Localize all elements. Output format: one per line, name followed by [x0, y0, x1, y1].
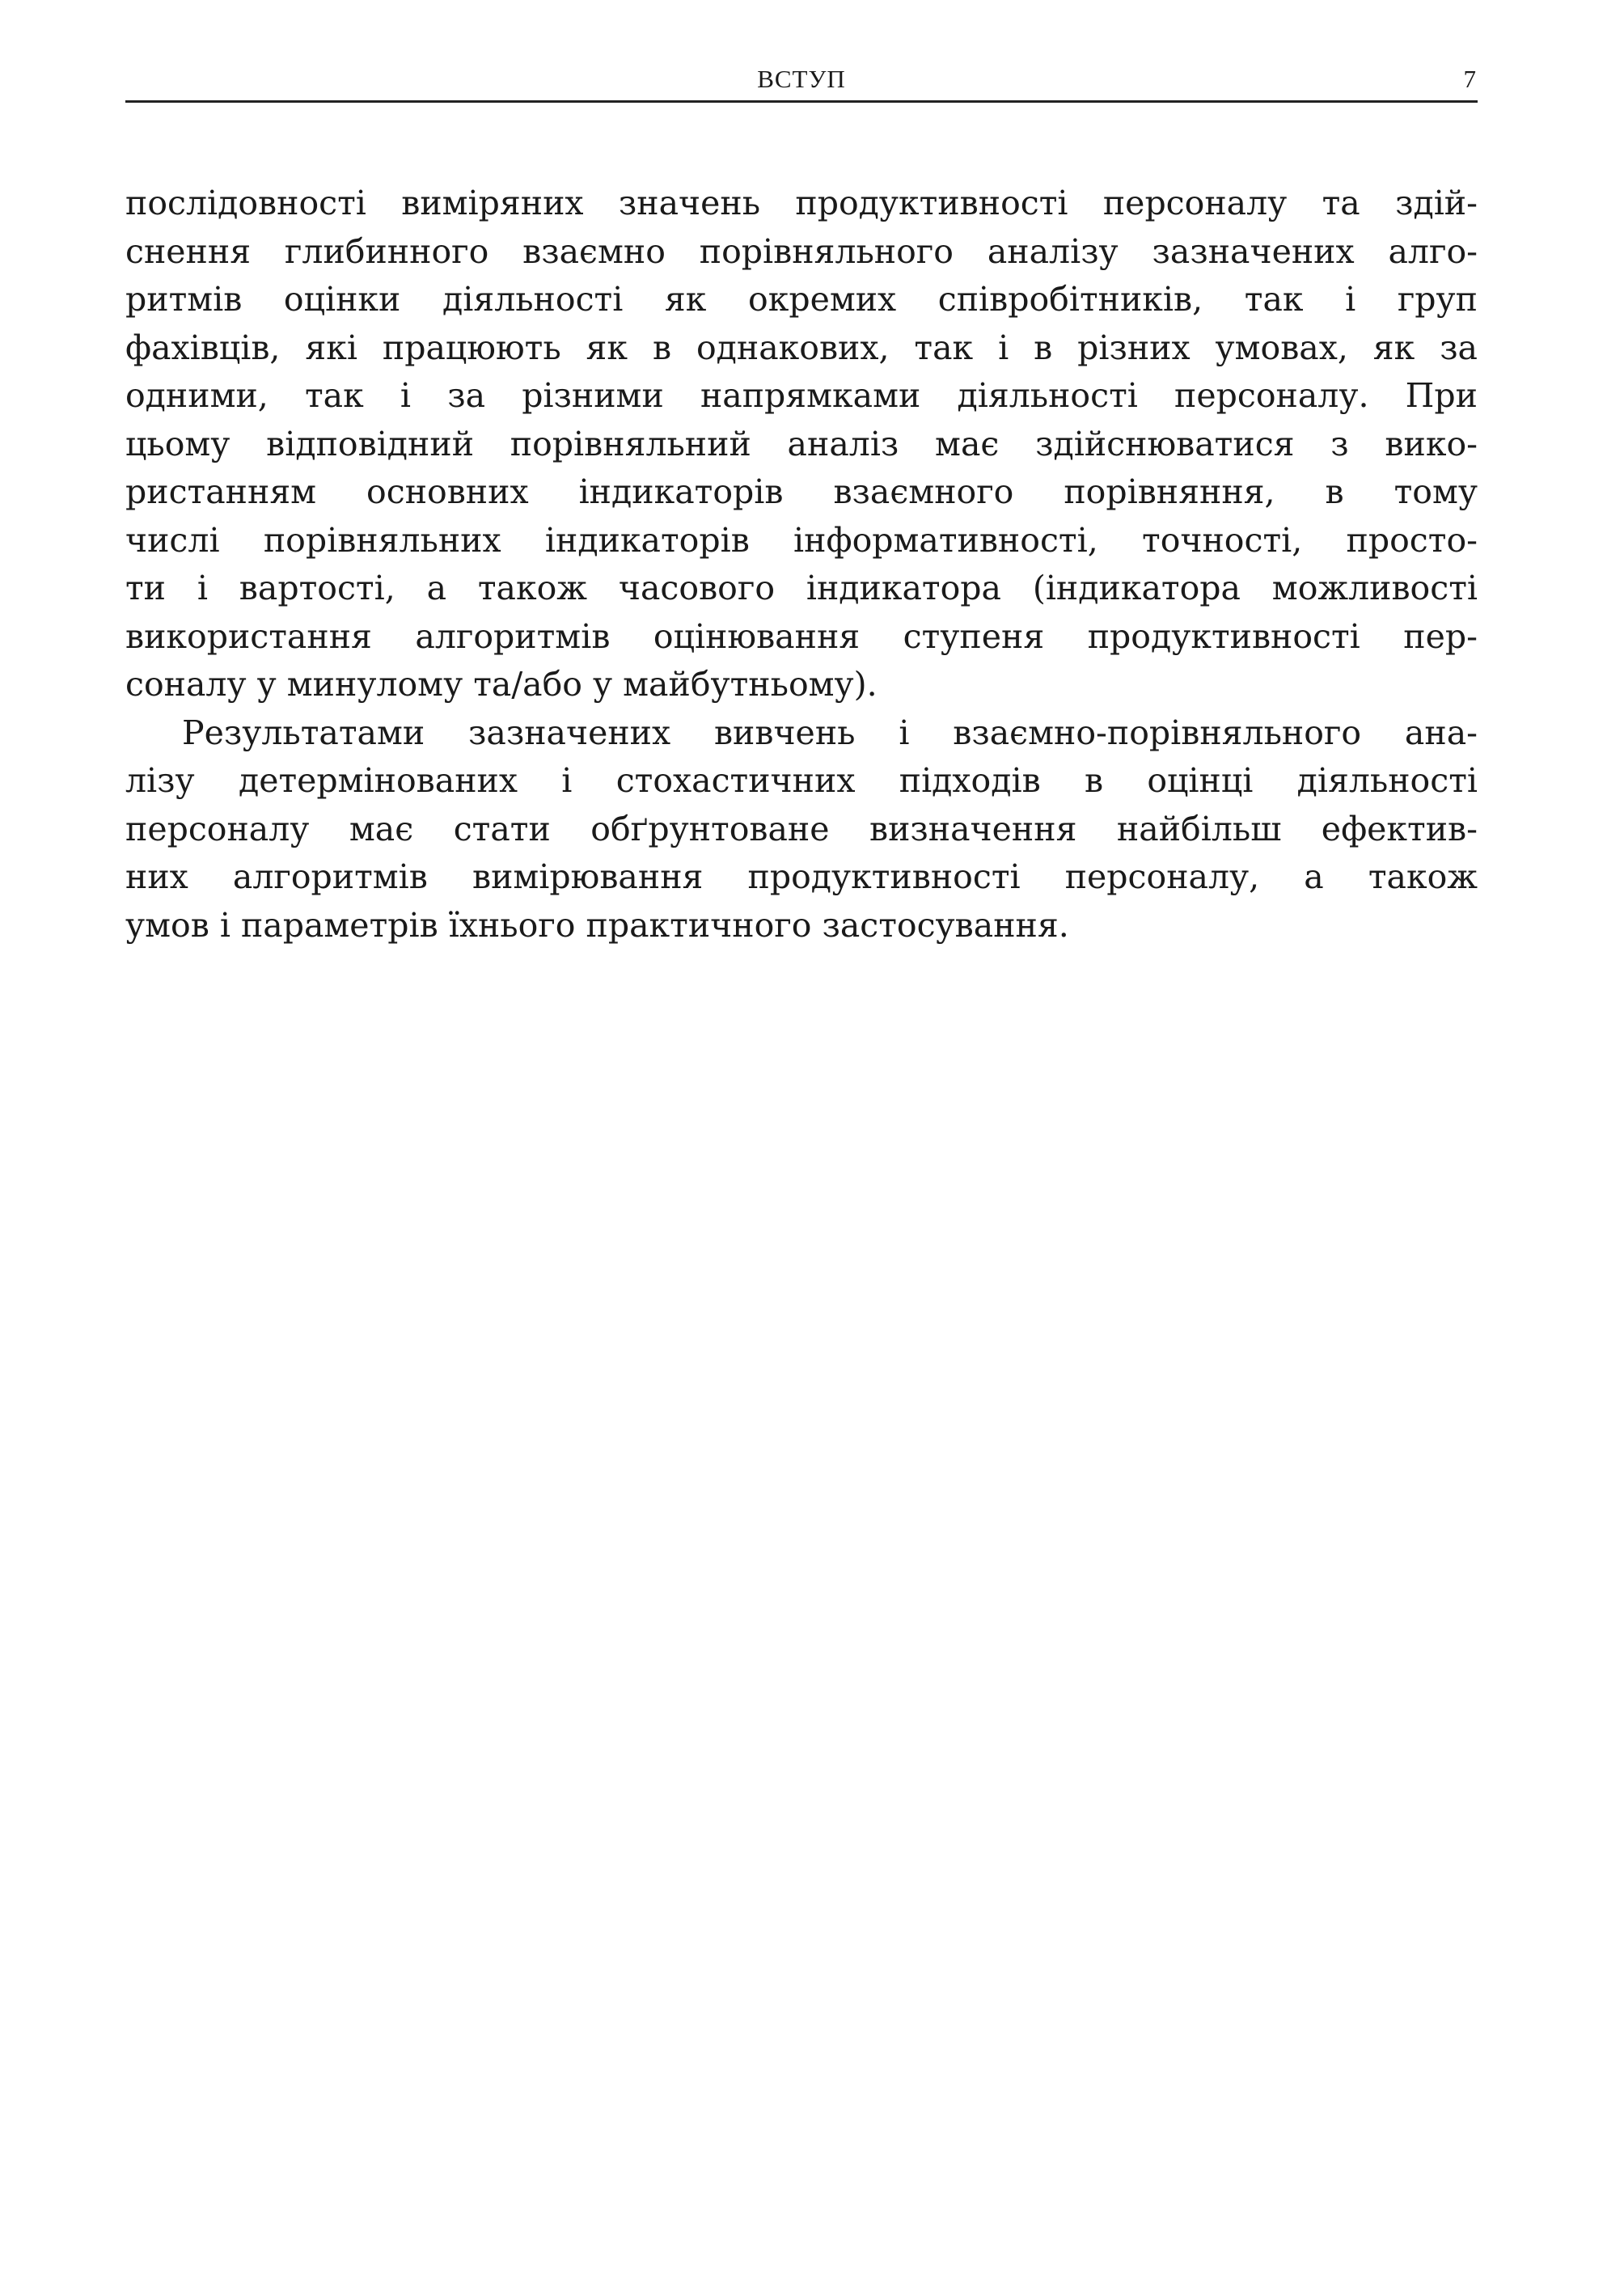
text-line: Результатами зазначених вивчень і взаємно-порівняльного ана- [182, 713, 1478, 752]
text-line: послідовності виміряних значень продуктивності персоналу та здій- [125, 184, 1478, 222]
text-line: них алгоритмів вимірювання продуктивності персоналу, а також [125, 857, 1478, 896]
body-text [125, 180, 1478, 950]
text-line: соналу у минулому та/або у майбутньому). [125, 665, 878, 704]
text-line: цьому відповідний порівняльний аналіз має здійснюватися з вико- [125, 424, 1478, 463]
text-line: одними, так і за різними напрямками діяльності персоналу. При [125, 376, 1478, 415]
text-line: ристанням основних індикаторів взаємного порівняння, в тому [125, 472, 1478, 511]
page-number: 7 [1463, 65, 1476, 93]
text-line: числі порівняльних індикаторів інформативності, точності, просто- [125, 520, 1478, 560]
text-line: снення глибинного взаємно порівняльного аналізу зазначених алго- [125, 231, 1478, 271]
text-line: умов і параметрів їхнього практичного застосування. [125, 905, 1069, 945]
running-header [125, 61, 1478, 103]
paragraph-2 [125, 709, 1478, 950]
text-line: ти і вартості, а також часового індикатора (індикатора можливості [125, 569, 1478, 607]
text-line: використання алгоритмів оцінювання ступеня продуктивності пер- [125, 616, 1478, 656]
text-line: персоналу має стати обґрунтоване визначення найбільш ефектив- [125, 809, 1478, 848]
text-line: фахівців, які працюють як в однакових, так і в різних умовах, як за [125, 328, 1478, 367]
chapter-title: ВСТУП [757, 65, 846, 93]
text-line: ритмів оцінки діяльності як окремих співробітників, так і груп [125, 280, 1478, 319]
text-line: лізу детермінованих і стохастичних підходів в оцінці діяльності [125, 761, 1478, 800]
paragraph-1 [125, 180, 1478, 709]
